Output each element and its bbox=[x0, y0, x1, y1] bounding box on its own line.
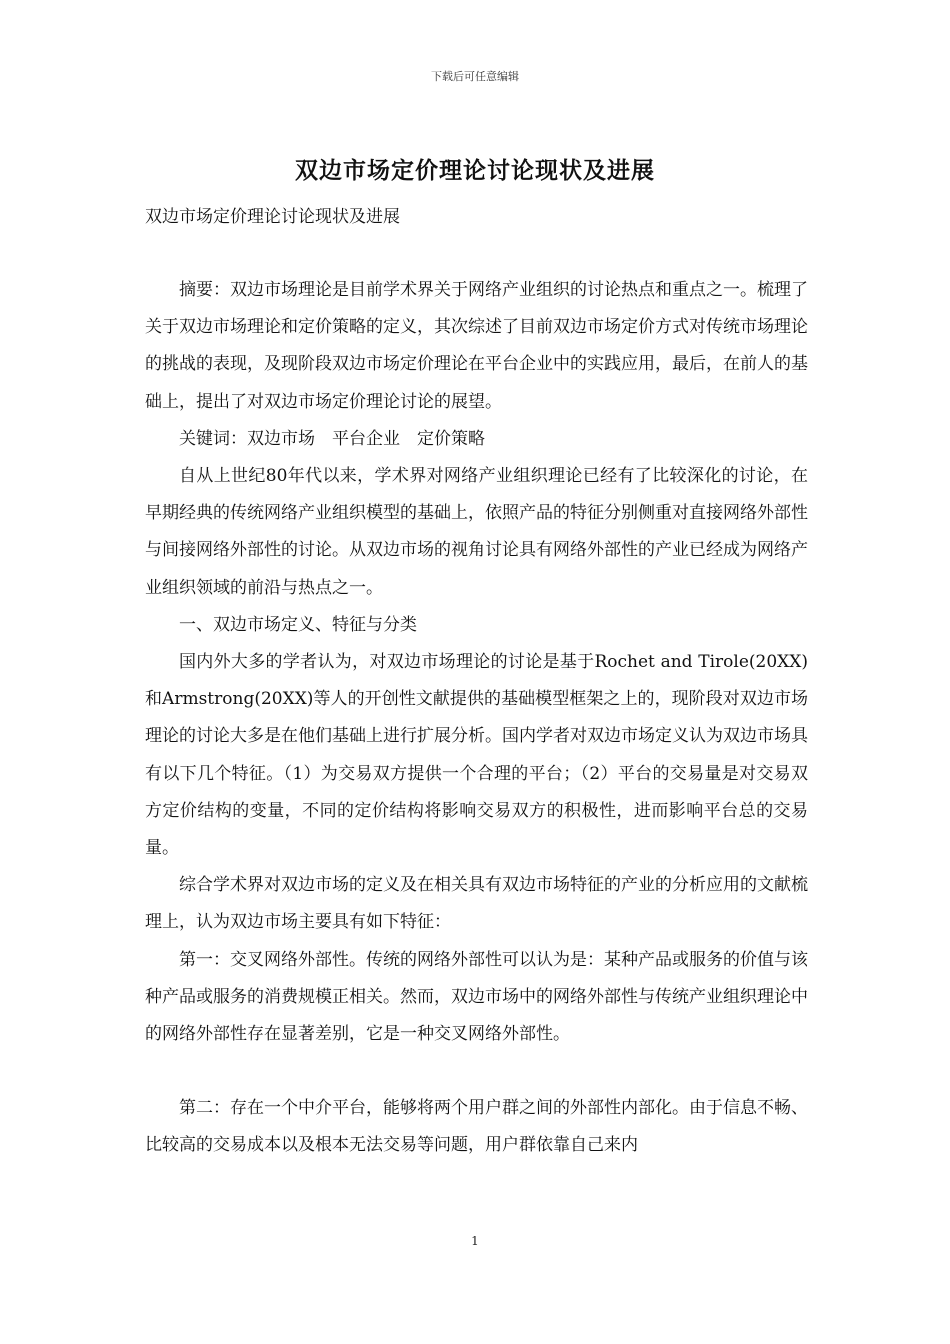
abstract-paragraph: 摘要：双边市场理论是目前学术界关于网络产业组织的讨论热点和重点之一。梳理了关于双边市场理论和定价策略的定义，其次综述了目前双边市场定价方式对传统市场理论的挑战的表现，及现阶段双边市场定价理论在平台企业中的实践应用，最后，在前人的基础上，提出了对双边市场定价理论讨论的展望。 bbox=[145, 280, 808, 412]
page-number: 1 bbox=[471, 1234, 479, 1248]
body-paragraph: 国内外大多的学者认为，对双边市场理论的讨论是基于Rochet and Tirole(20XX)和Armstrong(20XX)等人的开创性文献提供的基础模型框架之上的，现阶段对双边市场理论的讨论大多是在他们基础上进行扩展分析。国内学者对双边市场定义认为双边市场具有以下几个特征。（1）为交易双方提供一个合理的平台；（2）平台的交易量是对交易双方定价结构的变量，不同的定价结构将影响交易双方的积极性，进而影响平台总的交易量。 bbox=[145, 652, 808, 859]
body-paragraph: 综合学术界对双边市场的定义及在相关具有双边市场特征的产业的分析应用的文献梳理上，认为双边市场主要具有如下特征： bbox=[145, 875, 808, 933]
keywords-paragraph: 关键词：双边市场 平台企业 定价策略 bbox=[179, 428, 485, 449]
intro-paragraph: 自从上世纪80年代以来，学术界对网络产业组织理论已经有了比较深化的讨论，在早期经典的传统网络产业组织模型的基础上，依照产品的特征分别侧重对直接网络外部性与间接网络外部性的讨论。从双边市场的视角讨论具有网络外部性的产业已经成为网络产业组织领域的前沿与热点之一。 bbox=[145, 466, 808, 598]
section-heading: 一、双边市场定义、特征与分类 bbox=[179, 614, 417, 635]
page-header-note: 下载后可任意编辑 bbox=[431, 70, 519, 83]
document-body bbox=[145, 272, 808, 1165]
feature-paragraph: 第二：存在一个中介平台，能够将两个用户群之间的外部性内部化。由于信息不畅、比较高的交易成本以及根本无法交易等问题，用户群依靠自己来内 bbox=[145, 1098, 808, 1156]
document-subtitle: 双边市场定价理论讨论现状及进展 bbox=[145, 207, 400, 227]
document-title: 双边市场定价理论讨论现状及进展 bbox=[295, 157, 655, 184]
feature-paragraph: 第一：交叉网络外部性。传统的网络外部性可以认为是：某种产品或服务的价值与该种产品或服务的消费规模正相关。然而，双边市场中的网络外部性与传统产业组织理论中的网络外部性存在显著差别，它是一种交叉网络外部性。 bbox=[145, 949, 808, 1045]
